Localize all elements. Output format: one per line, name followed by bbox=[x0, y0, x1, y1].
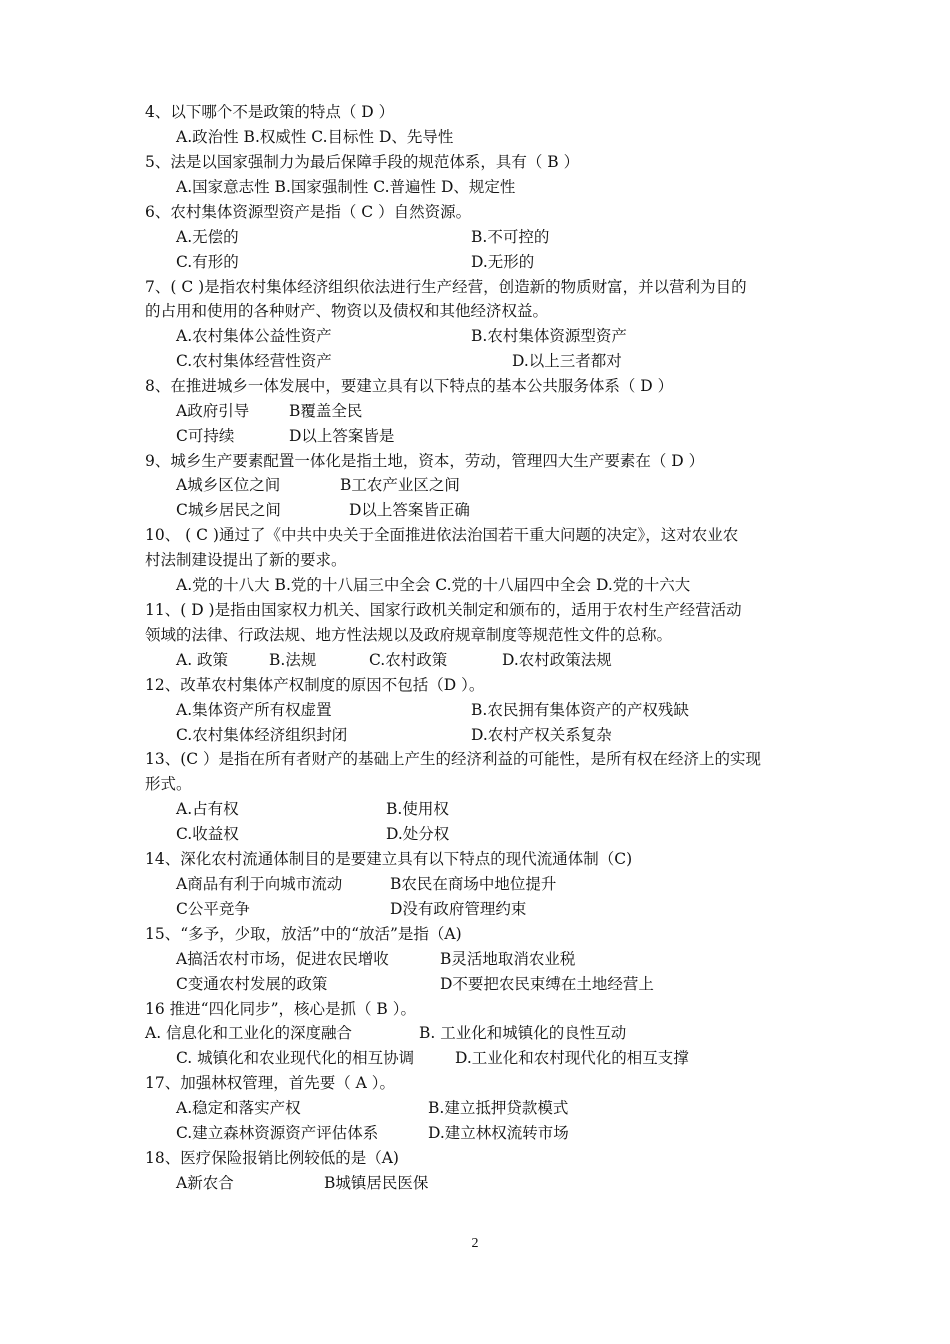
option-d: D.建立林权流转市场 bbox=[428, 1124, 569, 1142]
question-stem-continued: 领域的法律、行政法规、地方性法规以及政府规章制度等规范性文件的总称。 bbox=[145, 626, 673, 644]
option-a: A.稳定和落实产权 bbox=[176, 1099, 301, 1117]
option-d: D以上答案皆是 bbox=[289, 427, 395, 445]
page-number: 2 bbox=[471, 1236, 479, 1251]
option-a: A.集体资产所有权虚置 bbox=[176, 701, 332, 719]
question-stem: 12、改革农村集体产权制度的原因不包括（D ）。 bbox=[145, 676, 485, 694]
option-b: B.法规 bbox=[269, 651, 317, 669]
option-b: B.农村集体资源型资产 bbox=[471, 327, 627, 345]
option-a: A.占有权 bbox=[176, 800, 239, 818]
option-c: C可持续 bbox=[176, 427, 235, 445]
question-stem: 9、城乡生产要素配置一体化是指土地，资本，劳动，管理四大生产要素在（ D ） bbox=[145, 452, 705, 470]
option-c: C.建立森林资源资产评估体系 bbox=[176, 1124, 379, 1142]
question-stem: 6、农村集体资源型资产是指（ C ）自然资源。 bbox=[145, 203, 472, 221]
option-d: D.无形的 bbox=[471, 253, 535, 271]
question-stem: 15、“多予，少取，放活”中的“放活”是指（A) bbox=[145, 925, 462, 943]
option-c: C.农村集体经济组织封闭 bbox=[176, 726, 348, 744]
option-a: A新农合 bbox=[176, 1174, 234, 1192]
option-a: A.农村集体公益性资产 bbox=[176, 327, 332, 345]
question-stem-continued: 村法制建设提出了新的要求。 bbox=[145, 551, 347, 569]
option-a: A城乡区位之间 bbox=[176, 476, 281, 494]
question-stem: 8、在推进城乡一体发展中，要建立具有以下特点的基本公共服务体系（ D ） bbox=[145, 377, 674, 395]
question-stem: 4、以下哪个不是政策的特点（ D ） bbox=[145, 103, 395, 121]
option-d: D没有政府管理约束 bbox=[390, 900, 527, 918]
option-b: B. 工业化和城镇化的良性互动 bbox=[419, 1024, 627, 1042]
question-stem: 11、( D )是指由国家权力机关、国家行政机关制定和颁布的，适用于农村生产经营活动 bbox=[145, 601, 742, 619]
option-a: A. 信息化和工业化的深度融合 bbox=[145, 1024, 353, 1042]
option-d: D.农村产权关系复杂 bbox=[471, 726, 612, 744]
option-c: C.收益权 bbox=[176, 825, 239, 843]
option-d: D不要把农民束缚在土地经营上 bbox=[440, 975, 654, 993]
question-stem: 18、医疗保险报销比例较低的是（A) bbox=[145, 1149, 399, 1167]
option-d: D.农村政策法规 bbox=[502, 651, 612, 669]
option-c: C城乡居民之间 bbox=[176, 501, 281, 519]
question-stem: 7、( C )是指农村集体经济组织依法进行生产经营，创造新的物质财富，并以营利为目的 bbox=[145, 278, 747, 296]
option-c: C.农村政策 bbox=[369, 651, 448, 669]
option-b: B.建立抵押贷款模式 bbox=[428, 1099, 569, 1117]
option-b: B.不可控的 bbox=[471, 228, 550, 246]
question-stem: 10、 ( C )通过了《中共中央关于全面推进依法治国若干重大问题的决定》，这对农业农 bbox=[145, 526, 739, 544]
question-stem: 5、法是以国家强制力为最后保障手段的规范体系，具有（ B ） bbox=[145, 153, 580, 171]
option-b: B灵活地取消农业税 bbox=[440, 950, 576, 968]
option-row: A.党的十八大 B.党的十八届三中全会 C.党的十八届四中全会 D.党的十六大 bbox=[176, 576, 691, 594]
question-stem-continued: 形式。 bbox=[145, 775, 192, 793]
option-c: C.农村集体经营性资产 bbox=[176, 352, 332, 370]
option-row: A.政治性 B.权威性 C.目标性 D、先导性 bbox=[176, 128, 454, 146]
option-d: D.工业化和农村现代化的相互支撑 bbox=[455, 1049, 689, 1067]
question-stem-continued: 的占用和使用的各种财产、物资以及债权和其他经济权益。 bbox=[145, 302, 549, 320]
option-b: B工农产业区之间 bbox=[340, 476, 460, 494]
option-c: C.有形的 bbox=[176, 253, 239, 271]
option-a: A政府引导 bbox=[176, 402, 250, 420]
option-a: A.无偿的 bbox=[176, 228, 239, 246]
option-d: D.以上三者都对 bbox=[512, 352, 622, 370]
option-d: D以上答案皆正确 bbox=[349, 501, 470, 519]
question-stem: 14、深化农村流通体制目的是要建立具有以下特点的现代流通体制（C) bbox=[145, 850, 633, 868]
option-a: A. 政策 bbox=[176, 651, 229, 669]
option-c: C变通农村发展的政策 bbox=[176, 975, 328, 993]
option-b: B.使用权 bbox=[386, 800, 449, 818]
question-stem: 13、(C ）是指在所有者财产的基础上产生的经济利益的可能性，是所有权在经济上的实现 bbox=[145, 750, 762, 768]
option-c: C公平竞争 bbox=[176, 900, 250, 918]
option-b: B农民在商场中地位提升 bbox=[390, 875, 557, 893]
option-b: B覆盖全民 bbox=[289, 402, 363, 420]
option-a: A商品有利于向城市流动 bbox=[176, 875, 343, 893]
option-d: D.处分权 bbox=[386, 825, 450, 843]
question-stem: 17、加强林权管理，首先要（ A ）。 bbox=[145, 1074, 396, 1092]
option-a: A搞活农村市场，促进农民增收 bbox=[176, 950, 389, 968]
option-b: B城镇居民医保 bbox=[324, 1174, 429, 1192]
option-c: C. 城镇化和农业现代化的相互协调 bbox=[176, 1049, 415, 1067]
question-stem: 16 推进“四化同步”，核心是抓（ B ）。 bbox=[145, 1000, 416, 1018]
option-b: B.农民拥有集体资产的产权残缺 bbox=[471, 701, 689, 719]
option-row: A.国家意志性 B.国家强制性 C.普遍性 D、规定性 bbox=[176, 178, 516, 196]
